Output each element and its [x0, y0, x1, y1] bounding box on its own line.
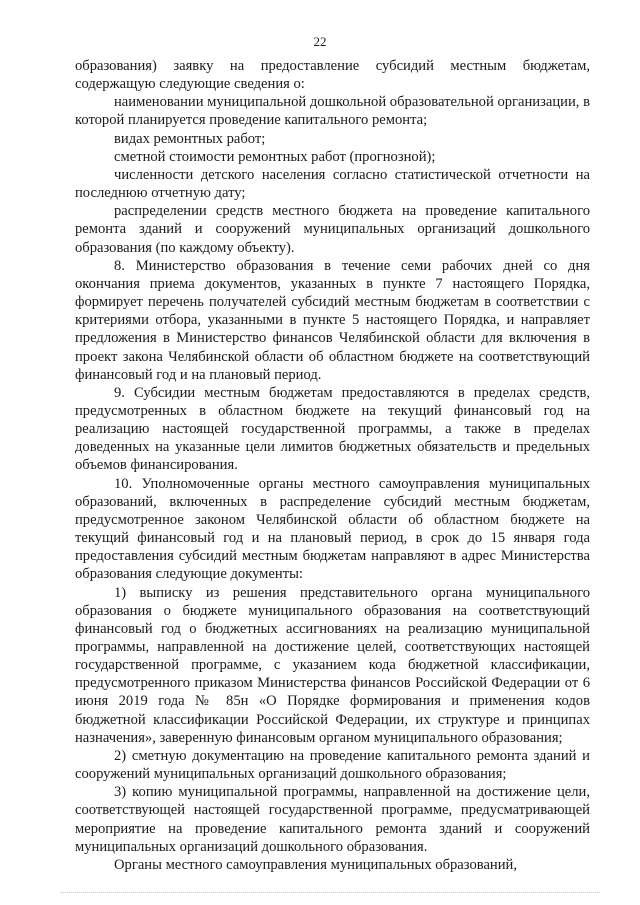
- paragraph-item-child-population: численности детского населения согласно статистической отчетности на последнюю отчетную дату;: [75, 166, 590, 202]
- paragraph-continuation: образования) заявку на предоставление субсидий местным бюджетам, содержащую следующие сведения о:: [75, 58, 590, 93]
- paragraph-item-organization-name: наименовании муниципальной дошкольной образовательной организации, в которой планируется проведение капитального ремонта;: [75, 94, 590, 129]
- paragraph-clause-8: 8. Министерство образования в течение семи рабочих дней со дня окончания приема документов, указанных в пункте 7 настоящего Порядка, формирует перечень получателей субсидий местным бюджетам в соответствии с критериями отбора, указанными в пункте 5 настоящего Порядка, и направляет предложения в Министерство финансов Челябинской области для включения в проект закона Челябинской области об областном бюджете на соответствующий финансовый год и на плановый период.: [75, 257, 590, 383]
- paragraph-subitem-1: 1) выписку из решения представительного органа муниципального образования о бюджете муниципального образования на соответствующий финансовый год о бюджетных ассигнованиях на реализацию муниципальной программы, направленной на достижение целей, соответствующих настоящей государственной программе, с указанием кода бюджетной классификации, предусмотренного приказом Министерства финансов Российской Федерации от 6 июня 2019 года № 85н «О Порядке формирования и применения кодов бюджетной классификации Российской Федерации, их структуре и принципах назначения», заверенную финансовым органом муниципального образования;: [75, 584, 590, 746]
- page-bottom-divider: [60, 892, 600, 893]
- paragraph-clause-9: 9. Субсидии местным бюджетам предоставляются в пределах средств, предусмотренных в областном бюджете на текущий финансовый год на реализацию настоящей государственной программы, а также в пределах доведенных на указанные цели лимитов бюджетных обязательств и предельных объемов финансирования.: [75, 384, 590, 474]
- page-number: 22: [313, 34, 327, 49]
- paragraph-item-repair-cost: сметной стоимости ремонтных работ (прогнозной);: [114, 148, 436, 165]
- paragraph-subitem-3: 3) копию муниципальной программы, направленной на достижение цели, соответствующей настоящей государственной программе, предусматривающей мероприятие на проведение капитального ремонта зданий и сооружений муниципальных организаций дошкольного образования.: [75, 784, 590, 855]
- paragraph-item-repair-types: видах ремонтных работ;: [114, 130, 266, 147]
- paragraph-final-partial: Органы местного самоуправления муниципальных образований,: [114, 856, 518, 873]
- paragraph-subitem-2: 2) сметную документацию на проведение капитального ремонта зданий и сооружений муниципальных организаций дошкольного образования;: [75, 747, 590, 783]
- paragraph-clause-10: 10. Уполномоченные органы местного самоуправления муниципальных образований, включенных в распределение субсидий местным бюджетам, предусмотренное законом Челябинской области об областном бюджете на текущий финансовый год и на плановый период, в срок до 15 января года предоставления субсидий местным бюджетам направляют в адрес Министерства образования следующие документы:: [75, 475, 590, 583]
- paragraph-item-budget-distribution: распределении средств местного бюджета на проведение капитального ремонта зданий и сооружений муниципальных организаций дошкольного образования (по каждому объекту).: [75, 203, 590, 256]
- document-body: [75, 57, 590, 874]
